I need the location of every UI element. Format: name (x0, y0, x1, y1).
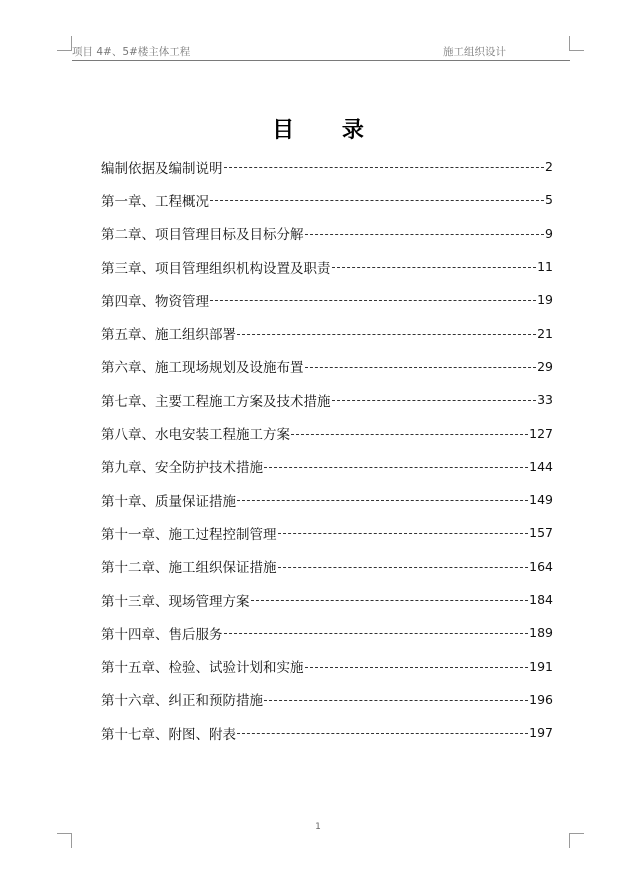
toc-entry-page: 164 (529, 558, 553, 574)
toc-entry-label[interactable]: 第六章、施工现场规划及设施布置 (101, 360, 304, 377)
toc-title: 目 录 (272, 117, 384, 143)
toc-dot-leader (224, 167, 545, 168)
toc-entry-page: 196 (529, 691, 553, 707)
toc-entry-page: 29 (537, 358, 553, 374)
toc-entry-13[interactable] (101, 583, 553, 616)
toc-entry-page: 9 (545, 225, 553, 241)
toc-entry-11[interactable] (101, 516, 553, 549)
toc-entry-page: 5 (545, 192, 553, 208)
toc-entry-3[interactable] (101, 250, 553, 283)
toc-dot-leader (237, 334, 536, 335)
toc-entry-page: 19 (537, 292, 553, 308)
toc-dot-leader (237, 500, 528, 501)
toc-entry-label[interactable]: 第十章、质量保证措施 (101, 493, 236, 510)
toc-entry-16[interactable] (101, 683, 553, 716)
toc-entry-label[interactable]: 第四章、物资管理 (101, 293, 209, 310)
header-document-type: 施工组织设计 (443, 46, 506, 58)
toc-entry-17[interactable] (101, 716, 553, 749)
toc-entry-label[interactable]: 第二章、项目管理目标及目标分解 (101, 227, 304, 244)
toc-entry-page: 11 (537, 259, 553, 275)
toc-entry-label[interactable]: 第一章、工程概况 (101, 193, 209, 210)
toc-entry-label[interactable]: 第九章、安全防护技术措施 (101, 460, 263, 477)
toc-entry-14[interactable] (101, 616, 553, 649)
toc-dot-leader (210, 200, 544, 201)
crop-mark-top-right (569, 36, 584, 51)
crop-mark-bottom-right (569, 833, 584, 848)
toc-dot-leader (278, 567, 529, 568)
toc-dot-leader (332, 400, 537, 401)
toc-dot-leader (264, 700, 528, 701)
toc-entry-label[interactable]: 第十六章、纠正和预防措施 (101, 693, 263, 710)
toc-dot-leader (305, 367, 537, 368)
toc-entry-0[interactable] (101, 150, 553, 183)
toc-dot-leader (237, 733, 528, 734)
toc-entry-5[interactable] (101, 316, 553, 349)
table-of-contents (101, 150, 553, 749)
toc-entry-page: 157 (529, 525, 553, 541)
toc-entry-10[interactable] (101, 483, 553, 516)
toc-entry-page: 2 (545, 159, 553, 175)
toc-entry-label[interactable]: 第十五章、检验、试验计划和实施 (101, 660, 304, 677)
toc-entry-label[interactable]: 第十三章、现场管理方案 (101, 593, 250, 610)
toc-entry-label[interactable]: 第三章、项目管理组织机构设置及职责 (101, 260, 331, 277)
toc-entry-page: 127 (529, 425, 553, 441)
toc-entry-15[interactable] (101, 649, 553, 682)
toc-dot-leader (278, 533, 529, 534)
toc-entry-6[interactable] (101, 350, 553, 383)
toc-entry-4[interactable] (101, 283, 553, 316)
toc-dot-leader (210, 300, 536, 301)
crop-mark-top-left (57, 36, 72, 51)
toc-dot-leader (264, 467, 528, 468)
toc-entry-label[interactable]: 第八章、水电安装工程施工方案 (101, 427, 290, 444)
toc-entry-1[interactable] (101, 183, 553, 216)
header-project-name: 项目 4#、5#楼主体工程 (72, 46, 191, 58)
toc-dot-leader (332, 267, 537, 268)
toc-entry-label[interactable]: 编制依据及编制说明 (101, 160, 223, 177)
toc-entry-page: 144 (529, 458, 553, 474)
toc-dot-leader (291, 434, 528, 435)
toc-entry-page: 184 (529, 592, 553, 607)
toc-entry-page: 21 (537, 325, 553, 341)
toc-entry-page: 149 (529, 492, 553, 508)
toc-dot-leader (224, 633, 529, 634)
toc-entry-12[interactable] (101, 550, 553, 583)
toc-entry-label[interactable]: 第十二章、施工组织保证措施 (101, 560, 277, 577)
toc-entry-2[interactable] (101, 217, 553, 250)
toc-entry-label[interactable]: 第七章、主要工程施工方案及技术措施 (101, 393, 331, 410)
toc-entry-label[interactable]: 第十四章、售后服务 (101, 626, 223, 643)
toc-dot-leader (251, 600, 529, 601)
toc-entry-7[interactable] (101, 383, 553, 416)
toc-dot-leader (305, 667, 529, 668)
footer-page-number: 1 (315, 822, 321, 832)
toc-entry-page: 197 (529, 725, 553, 741)
toc-entry-label[interactable]: 第十七章、附图、附表 (101, 726, 236, 743)
crop-mark-bottom-left (57, 833, 72, 848)
page-header (72, 42, 570, 61)
toc-entry-page: 33 (537, 392, 553, 408)
toc-entry-9[interactable] (101, 450, 553, 483)
toc-entry-page: 189 (529, 625, 553, 641)
toc-entry-8[interactable] (101, 416, 553, 449)
toc-entry-label[interactable]: 第十一章、施工过程控制管理 (101, 526, 277, 543)
toc-entry-label[interactable]: 第五章、施工组织部署 (101, 327, 236, 344)
toc-dot-leader (305, 234, 545, 235)
toc-entry-page: 191 (529, 658, 553, 674)
